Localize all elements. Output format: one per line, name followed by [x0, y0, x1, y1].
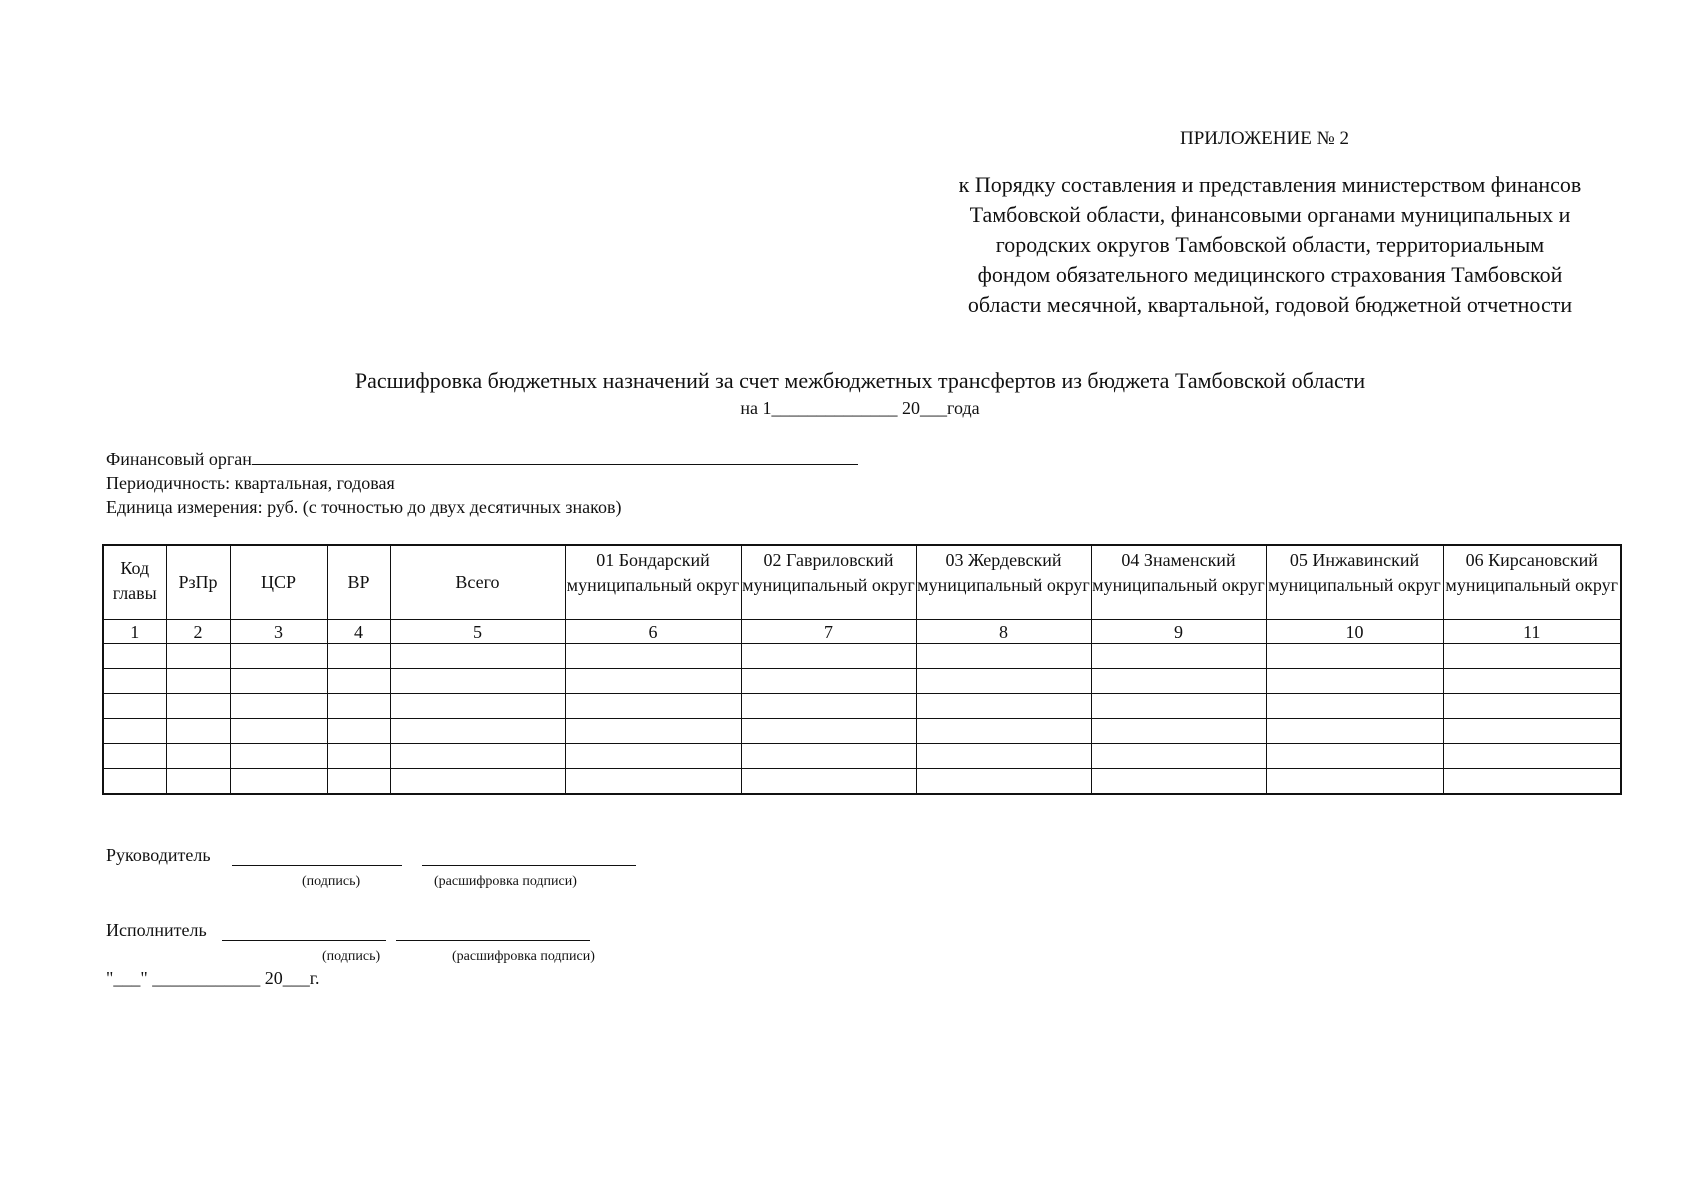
table-cell[interactable] — [166, 644, 230, 669]
table-cell[interactable] — [1443, 644, 1621, 669]
periodicity-text: Периодичность: квартальная, годовая — [106, 473, 395, 493]
table-cell[interactable] — [741, 769, 916, 795]
column-number-row — [103, 620, 1621, 644]
table-cell[interactable] — [390, 744, 565, 769]
appendix-line: Тамбовской области, финансовыми органами муниципальных и — [969, 202, 1571, 227]
document-date-line: на 1______________ 20___года — [740, 398, 980, 418]
table-cell[interactable] — [741, 644, 916, 669]
table-cell[interactable] — [166, 694, 230, 719]
table-cell[interactable] — [1443, 694, 1621, 719]
table-cell[interactable] — [565, 644, 741, 669]
table-cell[interactable] — [230, 694, 327, 719]
header-cell: 01 Бондарский муниципальный округ — [565, 545, 741, 620]
table-cell[interactable] — [390, 644, 565, 669]
appendix-description — [900, 170, 1640, 320]
table-cell[interactable] — [327, 719, 390, 744]
table-cell[interactable] — [1443, 719, 1621, 744]
table-cell[interactable] — [230, 644, 327, 669]
table-cell[interactable] — [1266, 644, 1443, 669]
table-cell[interactable] — [230, 669, 327, 694]
table-cell[interactable] — [230, 769, 327, 795]
table-cell[interactable] — [327, 644, 390, 669]
head-decode-caption: (расшифровка подписи) — [434, 874, 577, 889]
table-cell[interactable] — [327, 669, 390, 694]
appendix-number: ПРИЛОЖЕНИЕ № 2 — [1180, 128, 1349, 149]
header-cell: 05 Инжавинский муниципальный округ — [1266, 545, 1443, 620]
table-cell[interactable] — [1443, 669, 1621, 694]
table-cell[interactable] — [230, 744, 327, 769]
executor-decode-line[interactable] — [396, 939, 590, 941]
appendix-line: области месячной, квартальной, годовой бюджетной отчетности — [967, 292, 1573, 317]
table-cell[interactable] — [916, 744, 1091, 769]
table-cell[interactable] — [1091, 719, 1266, 744]
table-cell[interactable] — [1266, 744, 1443, 769]
table-cell[interactable] — [166, 744, 230, 769]
table-cell[interactable] — [1266, 769, 1443, 795]
column-number: 8 — [916, 620, 1091, 644]
table-cell[interactable] — [916, 694, 1091, 719]
table-cell[interactable] — [103, 644, 166, 669]
table-cell[interactable] — [916, 669, 1091, 694]
table-cell[interactable] — [327, 744, 390, 769]
table-cell[interactable] — [390, 769, 565, 795]
table-cell[interactable] — [565, 744, 741, 769]
header-cell: 02 Гавриловский муниципальный округ — [741, 545, 916, 620]
table-row — [103, 644, 1621, 669]
table-row — [103, 769, 1621, 795]
fin-organ-line — [252, 448, 858, 465]
appendix-line: к Порядку составления и представления министерством финансов — [958, 172, 1582, 197]
fin-organ-label: Финансовый орган — [106, 449, 252, 469]
column-number: 3 — [230, 620, 327, 644]
header-cell: РзПр — [166, 545, 230, 620]
table-cell[interactable] — [166, 769, 230, 795]
table-cell[interactable] — [741, 719, 916, 744]
table-cell[interactable] — [230, 719, 327, 744]
table-cell[interactable] — [390, 669, 565, 694]
table-cell[interactable] — [916, 719, 1091, 744]
table-row — [103, 744, 1621, 769]
column-number: 6 — [565, 620, 741, 644]
appendix-line: городских округов Тамбовской области, территориальным — [995, 232, 1545, 257]
document-title: Расшифровка бюджетных назначений за счет межбюджетных трансфертов из бюджета Тамбовской области — [354, 368, 1366, 393]
table-cell[interactable] — [1266, 669, 1443, 694]
table-cell[interactable] — [565, 719, 741, 744]
table-header-row — [103, 545, 1621, 620]
column-number: 7 — [741, 620, 916, 644]
table-cell[interactable] — [103, 669, 166, 694]
head-label: Руководитель — [106, 845, 211, 865]
head-decode-line[interactable] — [422, 864, 636, 866]
table-cell[interactable] — [565, 694, 741, 719]
column-number: 9 — [1091, 620, 1266, 644]
header-cell: ВР — [327, 545, 390, 620]
table-cell[interactable] — [565, 669, 741, 694]
table-cell[interactable] — [1266, 694, 1443, 719]
header-cell: Всего — [390, 545, 565, 620]
table-cell[interactable] — [103, 744, 166, 769]
table-row — [103, 694, 1621, 719]
table-cell[interactable] — [1443, 744, 1621, 769]
transfers-table — [102, 544, 1622, 795]
table-cell[interactable] — [565, 769, 741, 795]
appendix-line: фондом обязательного медицинского страхования Тамбовской — [977, 262, 1563, 287]
column-number: 11 — [1443, 620, 1621, 644]
table-cell[interactable] — [103, 694, 166, 719]
unit-text: Единица измерения: руб. (с точностью до двух десятичных знаков) — [106, 497, 622, 517]
header-cell: ЦСР — [230, 545, 327, 620]
executor-label: Исполнитель — [106, 920, 207, 940]
table-cell[interactable] — [1091, 769, 1266, 795]
column-number: 4 — [327, 620, 390, 644]
header-cell: Код главы — [103, 545, 166, 620]
header-cell: 04 Знаменский муниципальный округ — [1091, 545, 1266, 620]
executor-decode-caption: (расшифровка подписи) — [452, 949, 595, 964]
table-cell[interactable] — [103, 769, 166, 795]
table-cell[interactable] — [327, 694, 390, 719]
column-number: 10 — [1266, 620, 1443, 644]
table-cell[interactable] — [1091, 694, 1266, 719]
table-cell[interactable] — [103, 719, 166, 744]
table-cell[interactable] — [166, 669, 230, 694]
table-cell[interactable] — [166, 719, 230, 744]
head-signature-line[interactable] — [232, 864, 402, 866]
column-number: 5 — [390, 620, 565, 644]
table-cell[interactable] — [741, 669, 916, 694]
table-cell[interactable] — [390, 694, 565, 719]
table-cell[interactable] — [916, 644, 1091, 669]
table-cell[interactable] — [1091, 744, 1266, 769]
executor-sign-caption: (подпись) — [322, 949, 381, 964]
column-number: 1 — [103, 620, 166, 644]
header-cell: 03 Жердевский муниципальный округ — [916, 545, 1091, 620]
column-number: 2 — [166, 620, 230, 644]
table-cell[interactable] — [1443, 769, 1621, 795]
executor-signature-line[interactable] — [222, 939, 386, 941]
table-row — [103, 669, 1621, 694]
table-row — [103, 719, 1621, 744]
fin-organ-field — [106, 448, 858, 470]
table-cell[interactable] — [916, 769, 1091, 795]
table-cell[interactable] — [1091, 644, 1266, 669]
table-cell[interactable] — [741, 744, 916, 769]
table-cell[interactable] — [1091, 669, 1266, 694]
head-sign-caption: (подпись) — [302, 874, 361, 889]
table-cell[interactable] — [390, 719, 565, 744]
signature-date-line: "___" ____________ 20___г. — [106, 968, 320, 988]
header-cell: 06 Кирсановский муниципальный округ — [1443, 545, 1621, 620]
table-cell[interactable] — [1266, 719, 1443, 744]
table-cell[interactable] — [327, 769, 390, 795]
table-cell[interactable] — [741, 694, 916, 719]
